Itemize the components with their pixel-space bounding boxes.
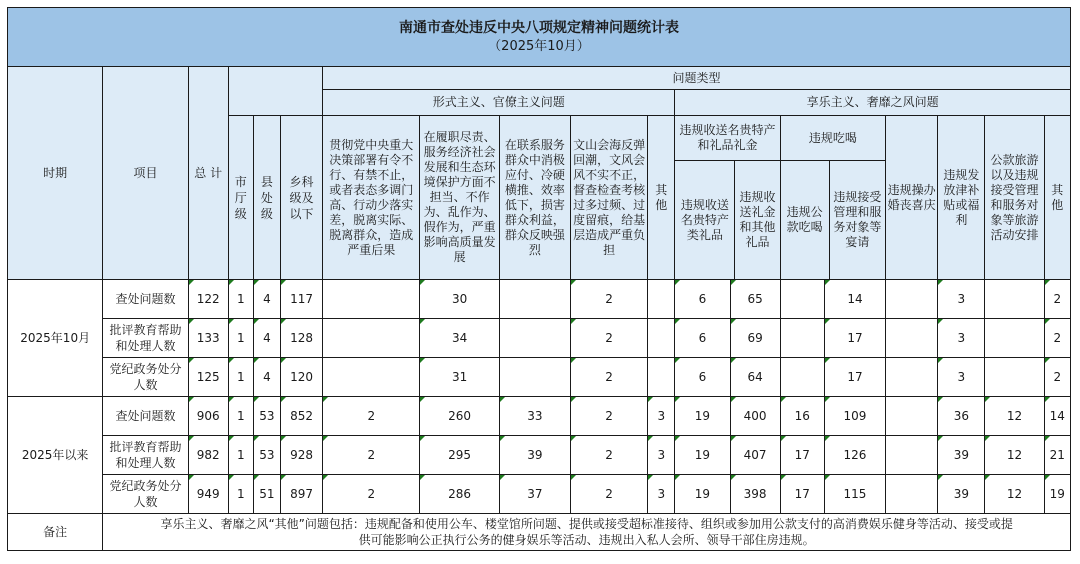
header-level-group (228, 67, 322, 116)
cell-formalism-2: 286 (420, 475, 499, 514)
row-item-label: 查处问题数 (103, 397, 188, 436)
cell-total: 906 (188, 397, 228, 436)
cell-formalism-3 (499, 319, 570, 358)
cell-dining-1 (780, 358, 824, 397)
cell-dining-2: 17 (824, 319, 885, 358)
cell-dining-1: 17 (780, 436, 824, 475)
cell-formalism-4: 2 (570, 319, 647, 358)
cell-hedonism-other: 19 (1044, 475, 1070, 514)
cell-total: 122 (188, 280, 228, 319)
cell-weddings (886, 475, 938, 514)
table-row (8, 358, 1071, 397)
cell-formalism-1: 2 (323, 397, 420, 436)
table-row (8, 280, 1071, 319)
cell-weddings (886, 358, 938, 397)
header-dining-col-2: 违规接受管理和服务对象等宴请 (833, 190, 882, 249)
cell-dining-2: 109 (824, 397, 885, 436)
cell-dining-1: 16 (780, 397, 824, 436)
cell-dining-1 (780, 319, 824, 358)
header-level-city: 市厅级 (228, 116, 253, 280)
cell-township: 928 (280, 436, 322, 475)
cell-allowances: 3 (938, 358, 985, 397)
cell-county: 4 (253, 280, 280, 319)
table-row (8, 475, 1071, 514)
cell-formalism-3: 37 (499, 475, 570, 514)
period-label: 2025年10月 (8, 280, 103, 397)
title-subtitle: （2025年10月） (488, 39, 590, 54)
cell-township: 897 (280, 475, 322, 514)
cell-gifts-1: 6 (675, 319, 730, 358)
cell-gifts-1: 19 (675, 475, 730, 514)
cell-formalism-2: 295 (420, 436, 499, 475)
cell-dining-1 (780, 280, 824, 319)
header-level-township: 乡科级及以下 (280, 116, 322, 280)
header-allowances: 违规发放津补贴或福利 (938, 116, 985, 280)
header-travel: 公款旅游以及违规接受管理和服务对象等旅游活动安排 (985, 116, 1044, 280)
row-item-label: 批评教育帮助和处理人数 (103, 436, 188, 475)
table-row (8, 397, 1071, 436)
period-label: 2025年以来 (8, 397, 103, 514)
cell-dining-1: 17 (780, 475, 824, 514)
header-formalism-other: 其他 (648, 116, 675, 280)
cell-city: 1 (228, 319, 253, 358)
cell-formalism-1 (323, 280, 420, 319)
cell-county: 4 (253, 319, 280, 358)
cell-gifts-2: 407 (730, 436, 780, 475)
remarks-line-1: 享乐主义、奢靡之风“其他”问题包括：违规配备和使用公车、楼堂馆所问题、提供或接受超标准接待、组织或参加用公款支付的高消费娱乐健身等活动、接受或提 (160, 517, 1013, 531)
cell-weddings (886, 397, 938, 436)
cell-formalism-2: 34 (420, 319, 499, 358)
cell-county: 4 (253, 358, 280, 397)
cell-weddings (886, 436, 938, 475)
cell-weddings (886, 280, 938, 319)
header-gifts-group: 违规收送名贵特产和礼品礼金 (675, 116, 779, 161)
cell-total: 982 (188, 436, 228, 475)
cell-gifts-1: 19 (675, 436, 730, 475)
header-formalism-group: 形式主义、官僚主义问题 (323, 90, 675, 116)
cell-formalism-other (648, 358, 675, 397)
cell-formalism-other: 3 (648, 436, 675, 475)
header-item: 项目 (103, 67, 188, 280)
header-formalism-col-3: 在联系服务群众中消极应付、冷硬横推、效率低下，损害群众利益，群众反映强烈 (499, 116, 570, 280)
header-total: 总 计 (188, 67, 228, 280)
remarks-text (103, 514, 1071, 551)
cell-dining-2: 126 (824, 436, 885, 475)
cell-gifts-1: 19 (675, 397, 730, 436)
cell-hedonism-other: 21 (1044, 436, 1070, 475)
cell-formalism-4: 2 (570, 280, 647, 319)
cell-formalism-2: 260 (420, 397, 499, 436)
header-period: 时期 (8, 67, 103, 280)
header-hedonism-other: 其他 (1044, 116, 1070, 280)
cell-formalism-3: 39 (499, 436, 570, 475)
cell-formalism-4: 2 (570, 358, 647, 397)
cell-city: 1 (228, 475, 253, 514)
cell-city: 1 (228, 358, 253, 397)
cell-dining-2: 115 (824, 475, 885, 514)
cell-total: 125 (188, 358, 228, 397)
header-formalism-col-4: 文山会海反弹回潮，文风会风不实不正，督查检查考核过多过频、过度留痕，给基层造成严重负担 (570, 116, 647, 280)
header-dining-col-1: 违规公款吃喝 (781, 161, 830, 279)
header-issue-type: 问题类型 (323, 67, 1071, 90)
header-gifts-col-1: 违规收送名贵特产类礼品 (675, 161, 735, 279)
cell-formalism-other (648, 280, 675, 319)
cell-formalism-2: 30 (420, 280, 499, 319)
cell-gifts-2: 398 (730, 475, 780, 514)
cell-formalism-other: 3 (648, 397, 675, 436)
cell-township: 128 (280, 319, 322, 358)
remarks-line-2: 供可能影响公正执行公务的健身娱乐等活动、违规出入私人会所、领导干部住房违规。 (358, 533, 815, 547)
cell-allowances: 36 (938, 397, 985, 436)
cell-gifts-2: 65 (730, 280, 780, 319)
cell-formalism-1: 2 (323, 475, 420, 514)
cell-total: 949 (188, 475, 228, 514)
cell-travel: 12 (985, 436, 1044, 475)
cell-allowances: 39 (938, 475, 985, 514)
cell-travel (985, 319, 1044, 358)
cell-township: 852 (280, 397, 322, 436)
remarks-label: 备注 (8, 514, 103, 551)
cell-travel: 12 (985, 397, 1044, 436)
cell-travel (985, 280, 1044, 319)
header-gifts-col-2: 违规收送礼金和其他礼品 (739, 190, 776, 249)
cell-dining-2: 14 (824, 280, 885, 319)
cell-formalism-4: 2 (570, 475, 647, 514)
cell-hedonism-other: 14 (1044, 397, 1070, 436)
cell-formalism-1: 2 (323, 436, 420, 475)
title-main: 南通市查处违反中央八项规定精神问题统计表 (399, 20, 679, 36)
cell-township: 120 (280, 358, 322, 397)
row-item-label: 党纪政务处分人数 (103, 475, 188, 514)
header-dining-block (780, 116, 885, 280)
cell-city: 1 (228, 436, 253, 475)
row-item-label: 党纪政务处分人数 (103, 358, 188, 397)
cell-county: 51 (253, 475, 280, 514)
cell-travel: 12 (985, 475, 1044, 514)
cell-hedonism-other: 2 (1044, 280, 1070, 319)
table-row (8, 319, 1071, 358)
cell-hedonism-other: 2 (1044, 319, 1070, 358)
cell-gifts-1: 6 (675, 358, 730, 397)
cell-formalism-other: 3 (648, 475, 675, 514)
cell-formalism-3 (499, 358, 570, 397)
header-formalism-col-2: 在履职尽责、服务经济社会发展和生态环境保护方面不担当、不作为、乱作为、假作为，严重影响高质量发展 (420, 116, 499, 280)
cell-allowances: 39 (938, 436, 985, 475)
cell-city: 1 (228, 397, 253, 436)
header-hedonism-group: 享乐主义、奢靡之风问题 (675, 90, 1071, 116)
cell-travel (985, 358, 1044, 397)
cell-formalism-4: 2 (570, 397, 647, 436)
header-gifts-block (675, 116, 780, 280)
cell-total: 133 (188, 319, 228, 358)
cell-formalism-1 (323, 319, 420, 358)
table-row (8, 436, 1071, 475)
cell-formalism-3 (499, 280, 570, 319)
cell-formalism-3: 33 (499, 397, 570, 436)
cell-county: 53 (253, 436, 280, 475)
header-dining-group: 违规吃喝 (781, 116, 885, 161)
header-level-county: 县处级 (253, 116, 280, 280)
cell-allowances: 3 (938, 280, 985, 319)
row-item-label: 批评教育帮助和处理人数 (103, 319, 188, 358)
table-title (8, 8, 1071, 67)
cell-gifts-1: 6 (675, 280, 730, 319)
cell-city: 1 (228, 280, 253, 319)
cell-gifts-2: 64 (730, 358, 780, 397)
cell-dining-2: 17 (824, 358, 885, 397)
cell-weddings (886, 319, 938, 358)
cell-gifts-2: 400 (730, 397, 780, 436)
cell-township: 117 (280, 280, 322, 319)
cell-formalism-4: 2 (570, 436, 647, 475)
cell-gifts-2: 69 (730, 319, 780, 358)
cell-formalism-2: 31 (420, 358, 499, 397)
header-weddings-funerals: 违规操办婚丧喜庆 (886, 116, 938, 280)
cell-allowances: 3 (938, 319, 985, 358)
statistics-table (7, 7, 1071, 551)
row-item-label: 查处问题数 (103, 280, 188, 319)
cell-formalism-other (648, 319, 675, 358)
header-formalism-col-1: 贯彻党中央重大决策部署有令不行、有禁不止，或者表态多调门高、行动少落实差，脱离实际、脱离群众，造成严重后果 (323, 116, 420, 280)
cell-formalism-1 (323, 358, 420, 397)
statistics-table-container (7, 7, 1071, 551)
cell-hedonism-other: 2 (1044, 358, 1070, 397)
cell-county: 53 (253, 397, 280, 436)
